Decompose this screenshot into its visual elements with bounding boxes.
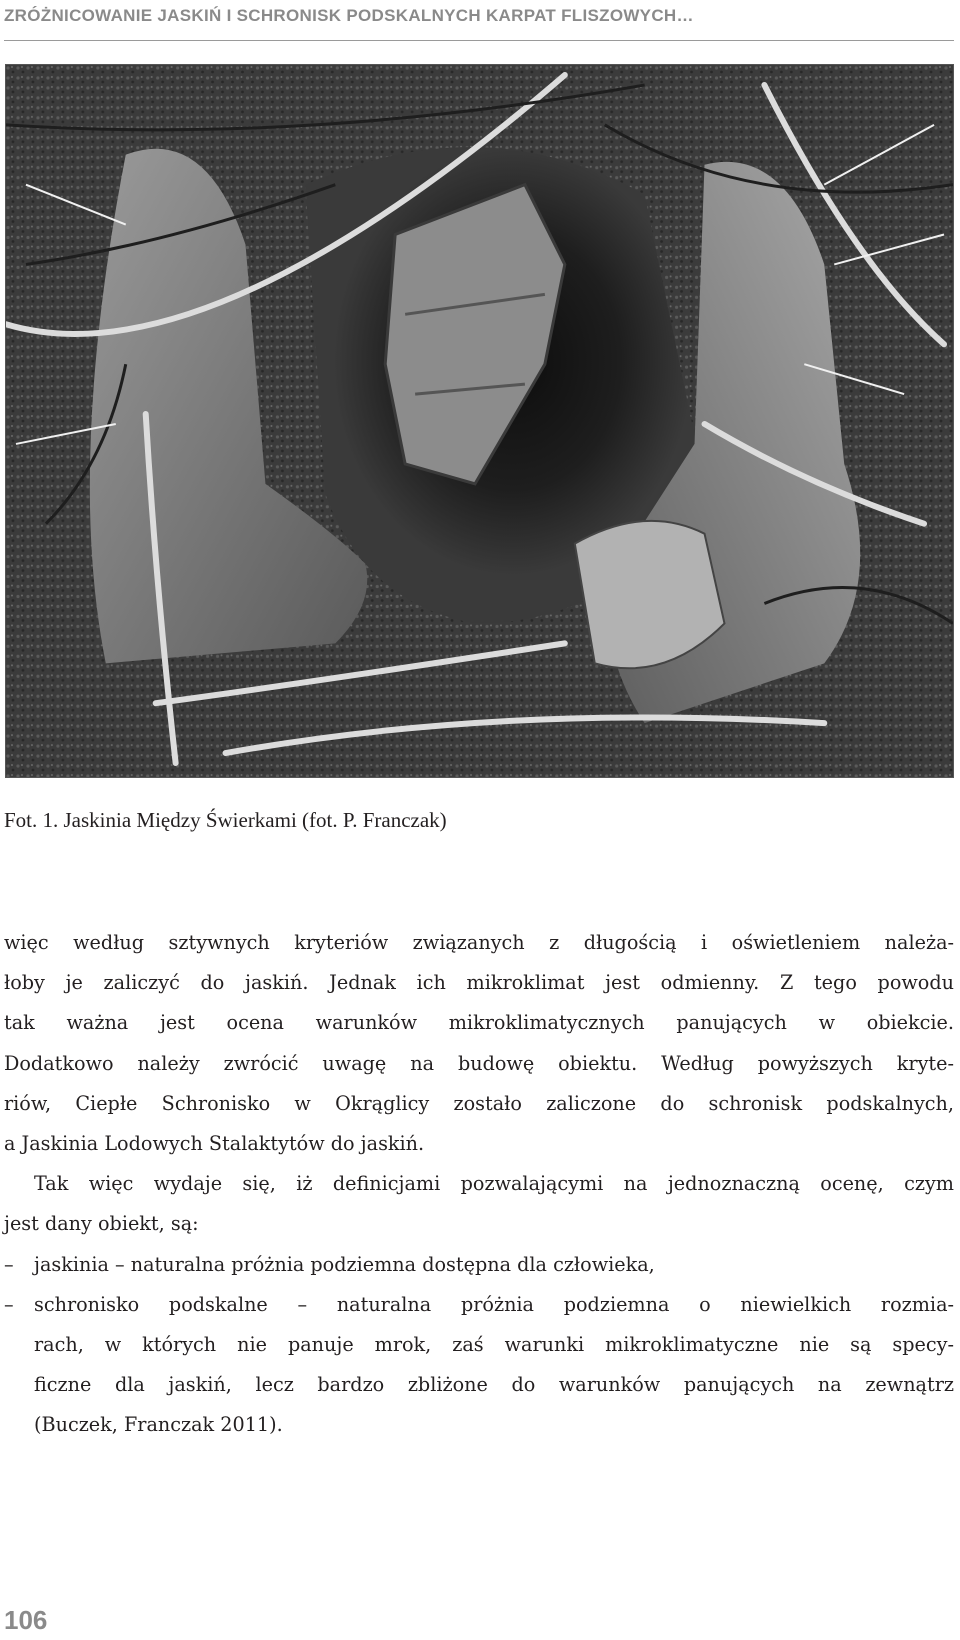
text-line: schronisko podskalne – naturalna próżnia podziemna o niewielkich rozmia- — [34, 1292, 954, 1316]
text-line: riów, Ciepłe Schronisko w Okrąglicy zostało zaliczone do schronisk podskalnych, — [4, 1091, 954, 1115]
text-line: (Buczek, Franczak 2011). — [34, 1413, 283, 1437]
text-line: a Jaskinia Lodowych Stalaktytów do jaskiń. — [4, 1131, 425, 1155]
page-number: 106 — [4, 1605, 48, 1635]
text-line: jaskinia – naturalna próżnia podziemna dostępna dla człowieka, — [34, 1252, 655, 1276]
list-item — [4, 1285, 954, 1325]
header-rule — [4, 40, 954, 41]
text-line: tak ważna jest ocena warunków mikroklimatycznych panujących w obiekcie. — [4, 1011, 954, 1035]
figure-caption: Fot. 1. Jaskinia Między Świerkami (fot. P. Franczak) — [4, 808, 447, 832]
cave-photo — [5, 64, 954, 778]
text-line: Dodatkowo należy zwrócić uwagę na budowę obiektu. Według powyższych kryte- — [4, 1051, 954, 1075]
text-line: Tak więc wydaje się, iż definicjami pozwalającymi na jednoznaczną ocenę, czym — [34, 1172, 954, 1196]
text-line: rach, w których nie panuje mrok, zaś warunki mikroklimatyczne nie są specy- — [34, 1332, 954, 1356]
text-line: jest dany obiekt, są: — [4, 1212, 199, 1236]
body-text — [4, 923, 954, 1445]
text-line: więc według sztywnych kryteriów związanych z długością i oświetleniem należa- — [4, 931, 954, 954]
text-line: ficzne dla jaskiń, lecz bardzo zbliżone do warunków panujących na zewnątrz — [34, 1373, 954, 1397]
list-item — [4, 1245, 954, 1285]
text-line: łoby je zaliczyć do jaskiń. Jednak ich mikroklimat jest odmienny. Z tego powodu — [4, 971, 954, 995]
running-header: ZRÓŻNICOWANIE JASKIŃ I SCHRONISK PODSKALNYCH KARPAT FLISZOWYCH… — [4, 6, 694, 25]
list-dash: – — [4, 1252, 14, 1276]
list-dash: – — [4, 1292, 14, 1316]
cave-photo-illustration — [6, 65, 953, 777]
